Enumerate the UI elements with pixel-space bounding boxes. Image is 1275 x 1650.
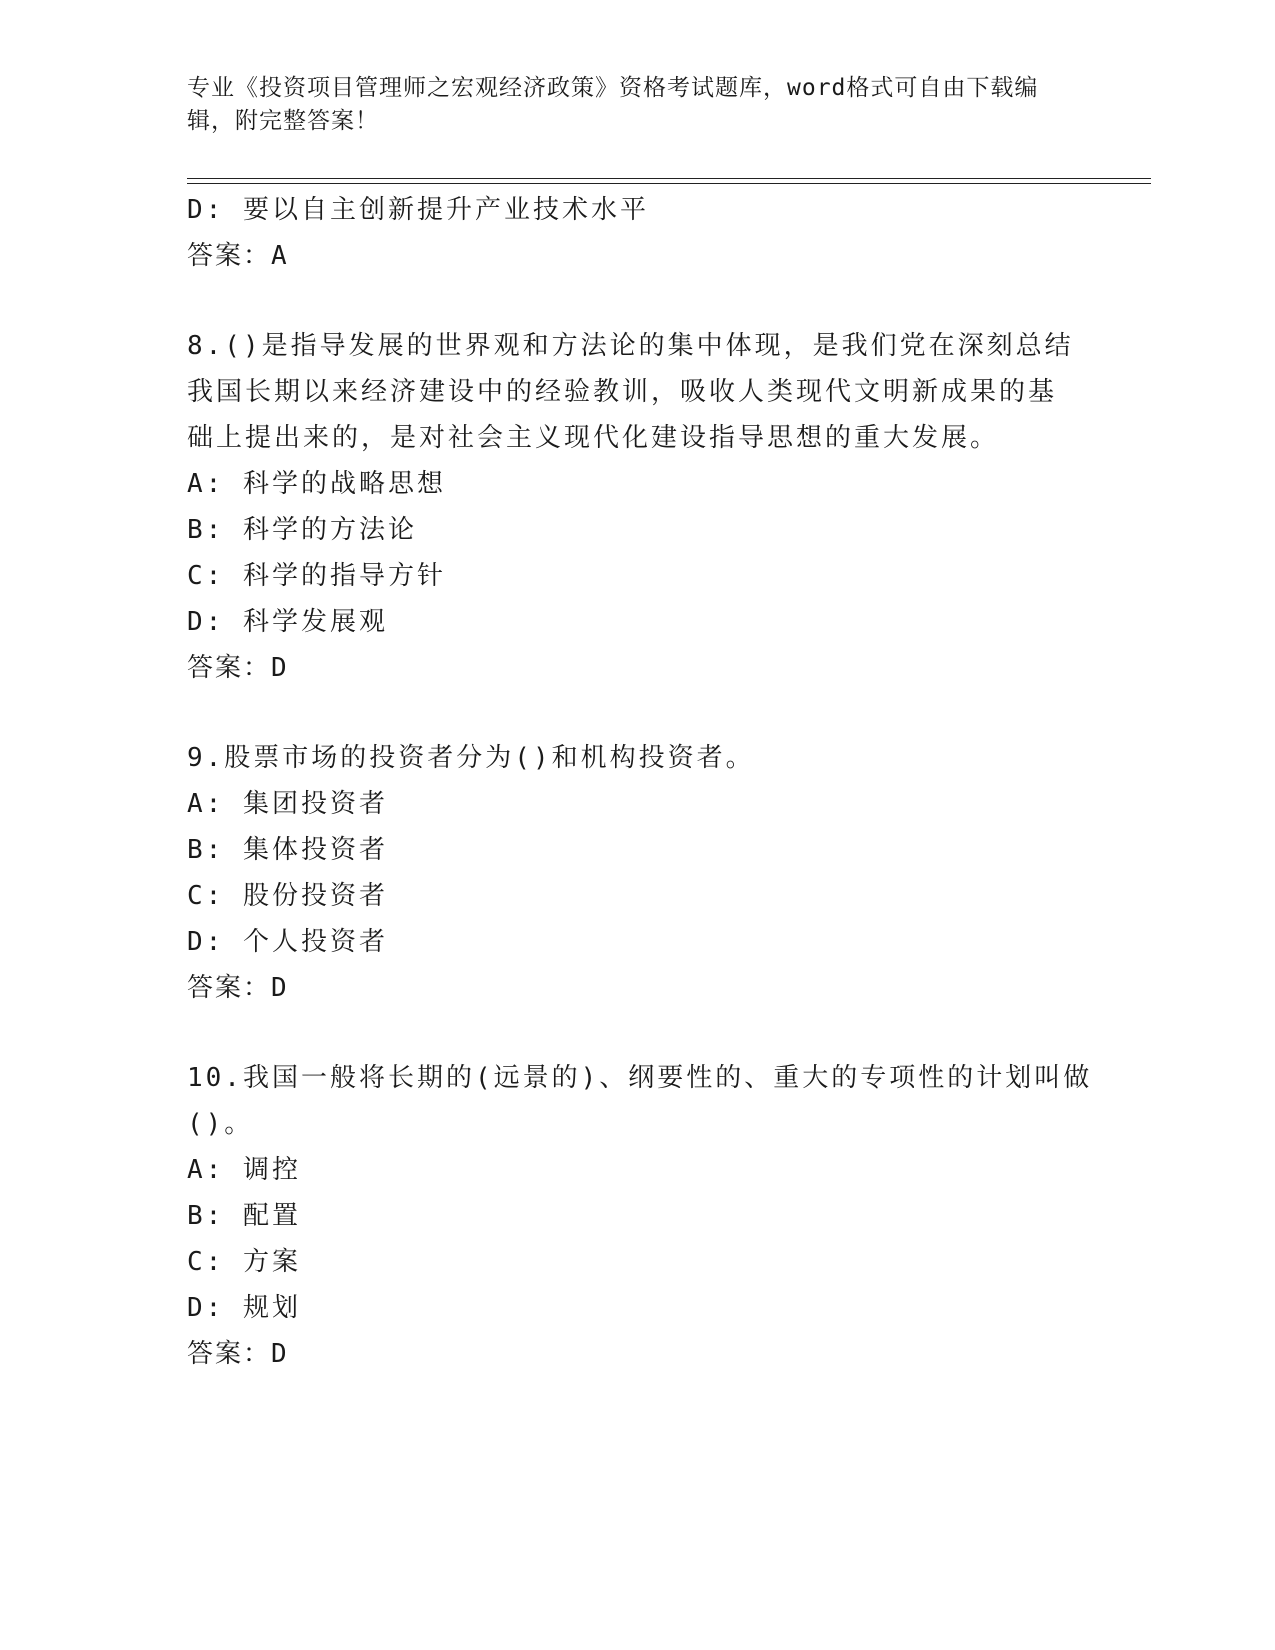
- header-line-2: 辑，附完整答案！: [187, 108, 379, 134]
- answer-label: 答案：: [187, 653, 272, 683]
- answer: [187, 1331, 1087, 1377]
- stem-line: 10.我国一般将长期的(远景的)、纲要性的、重大的专项性的计划叫做: [187, 1063, 1093, 1093]
- answer-value: D: [271, 653, 289, 683]
- stem-line: ()。: [187, 1109, 254, 1139]
- answer-value: D: [271, 973, 289, 1003]
- option-a: A: 调控: [187, 1155, 301, 1185]
- stem-line: 9.股票市场的投资者分为()和机构投资者。: [187, 743, 755, 773]
- option-c: C: 股份投资者: [187, 881, 388, 911]
- option-a: A: 集团投资者: [187, 789, 388, 819]
- question-8: [187, 323, 1087, 691]
- answer-label: 答案：: [187, 241, 272, 271]
- question-list: [187, 187, 1093, 1377]
- answer: [187, 645, 1087, 691]
- option-d: D: 科学发展观: [187, 607, 388, 637]
- question-stem: [187, 735, 1087, 781]
- question-stem: [187, 1055, 1093, 1147]
- option-b: B: 配置: [187, 1201, 301, 1231]
- answer-label: 答案：: [187, 1339, 272, 1369]
- question-stem: [187, 323, 1087, 461]
- option-c: C: 方案: [187, 1247, 301, 1277]
- option-b: B: 科学的方法论: [187, 515, 417, 545]
- question-10: [187, 1055, 1093, 1377]
- document-header: [187, 72, 1067, 138]
- option-d: D: 个人投资者: [187, 927, 388, 957]
- option-c: C: 科学的指导方针: [187, 561, 446, 591]
- header-divider-bottom: [187, 183, 1151, 184]
- header-divider-top: [187, 178, 1151, 179]
- option-d: D: 规划: [187, 1293, 301, 1323]
- option-a: A: 科学的战略思想: [187, 469, 446, 499]
- answer-value: D: [271, 1339, 289, 1369]
- stem-line: 我国长期以来经济建设中的经验教训，吸收人类现代文明新成果的基: [187, 377, 1058, 407]
- header-line-1: 专业《投资项目管理师之宏观经济政策》资格考试题库，word格式可自由下载编: [187, 75, 1039, 101]
- answer: [187, 965, 1087, 1011]
- answer-label: 答案：: [187, 973, 272, 1003]
- stem-line: 8.()是指导发展的世界观和方法论的集中体现，是我们党在深刻总结: [187, 331, 1074, 361]
- question-9: [187, 735, 1087, 1011]
- answer-value: A: [271, 241, 289, 271]
- stem-line: 础上提出来的，是对社会主义现代化建设指导思想的重大发展。: [187, 423, 1000, 453]
- option-b: B: 集体投资者: [187, 835, 388, 865]
- prev-answer: [187, 233, 1087, 279]
- prev-option-d: D: 要以自主创新提升产业技术水平: [187, 195, 649, 225]
